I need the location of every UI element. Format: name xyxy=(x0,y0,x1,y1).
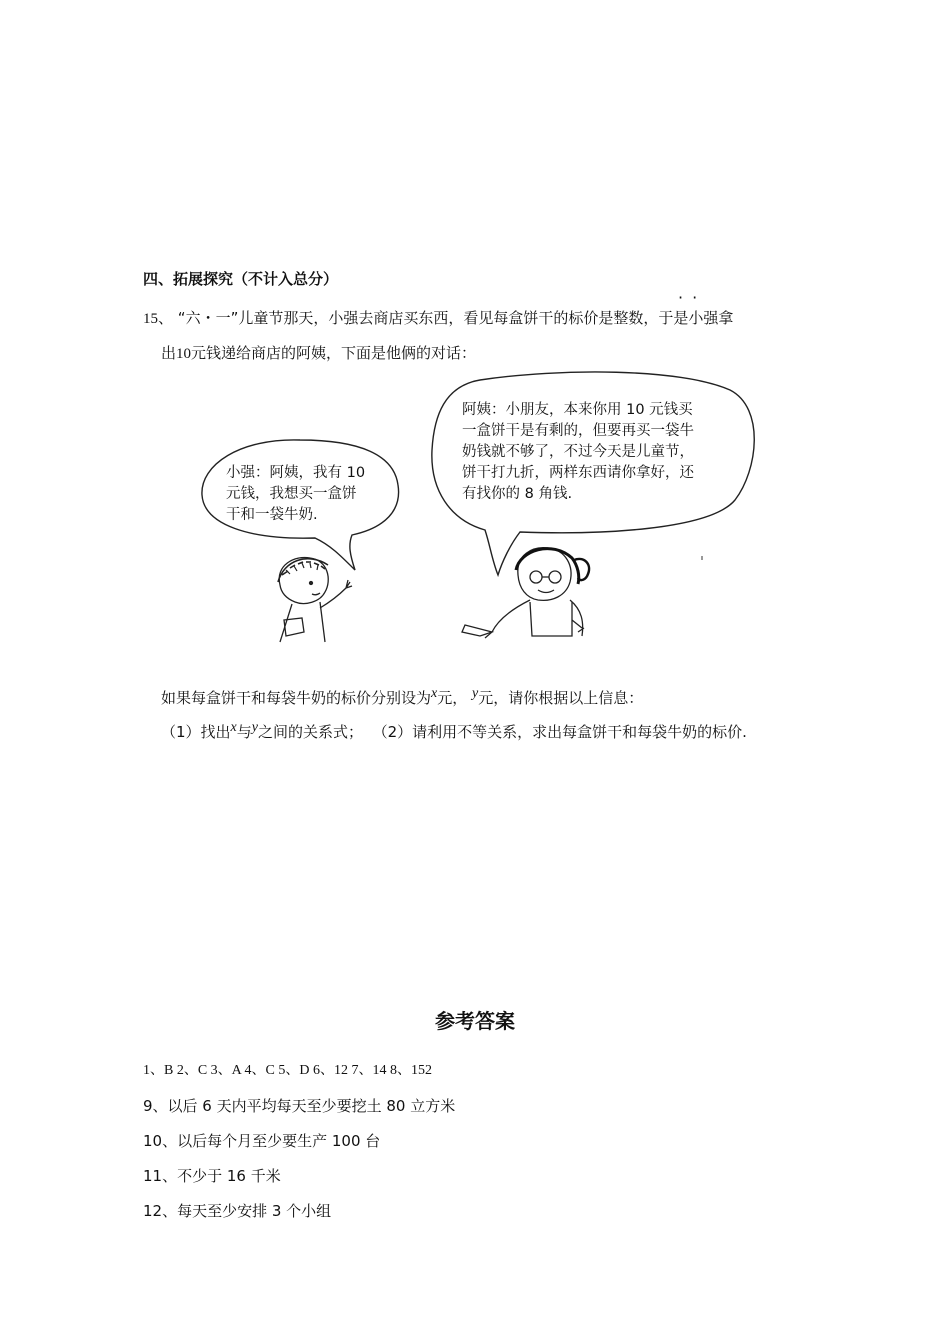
xiaoqiang-line: 干和一袋牛奶. xyxy=(226,507,318,523)
woman-figure xyxy=(462,548,589,638)
problem-statement-line2: 出10元钱递给商店的阿姨，下面是他俩的对话： xyxy=(161,344,477,362)
ayi-line: 奶钱就不够了，不过今天是儿童节， xyxy=(462,444,694,460)
question-1: （1）找出x与y之间的关系式； xyxy=(161,720,364,741)
answer-item: 11、不少于 16 千米 xyxy=(143,1167,281,1185)
ayi-line: 饼干打九折，两样东西请你拿好，还 xyxy=(462,465,694,481)
xiaoqiang-line: 小强：阿姨，我有 10 xyxy=(226,465,366,481)
xiaoqiang-line: 元钱，我想买一盒饼 xyxy=(226,486,357,502)
amount-number: 10 xyxy=(176,346,192,362)
question-2: （2）请利用不等关系，求出每盒饼干和每袋牛奶的标价. xyxy=(372,723,747,741)
variable-x: x xyxy=(431,686,438,701)
ayi-dialogue xyxy=(462,400,694,505)
variable-x: x xyxy=(230,720,237,735)
section-heading: 四、拓展探究（不计入总分） xyxy=(143,270,339,288)
problem-statement-line1 xyxy=(143,307,733,330)
answer-item: 9、以后 6 天内平均每天至少要挖土 80 立方米 xyxy=(143,1097,456,1115)
answers-title: 参考答案 xyxy=(435,1009,515,1033)
emphasis-dots: ·· xyxy=(678,288,707,307)
xiaoqiang-dialogue xyxy=(226,463,365,526)
answer-item: 12、每天至少安排 3 个小组 xyxy=(143,1202,332,1220)
ayi-line: 阿姨：小朋友，本来你用 10 元钱买 xyxy=(462,402,693,418)
problem-text-line1: “六・一”儿童节那天，小强去商店买东西，看见每盒饼干的标价是整数，于是小强拿 xyxy=(177,309,734,327)
ayi-line: 有找你的 8 角钱. xyxy=(462,486,573,502)
answer-item: 10、以后每个月至少要生产 100 台 xyxy=(143,1132,381,1150)
question-intro: 如果每盒饼干和每袋牛奶的标价分别设为x元， y元，请你根据以上信息： xyxy=(161,686,644,707)
variable-y: y xyxy=(251,720,258,735)
ayi-line: 一盒饼干是有剩的，但要再买一袋牛 xyxy=(462,423,694,439)
variable-y: y xyxy=(472,686,479,701)
problem-number: 15、 xyxy=(143,311,174,327)
sub-questions xyxy=(161,721,747,745)
answer-item: 1、B 2、C 3、A 4、C 5、D 6、12 7、14 8、152 xyxy=(143,1063,432,1078)
boy-figure xyxy=(278,557,352,642)
